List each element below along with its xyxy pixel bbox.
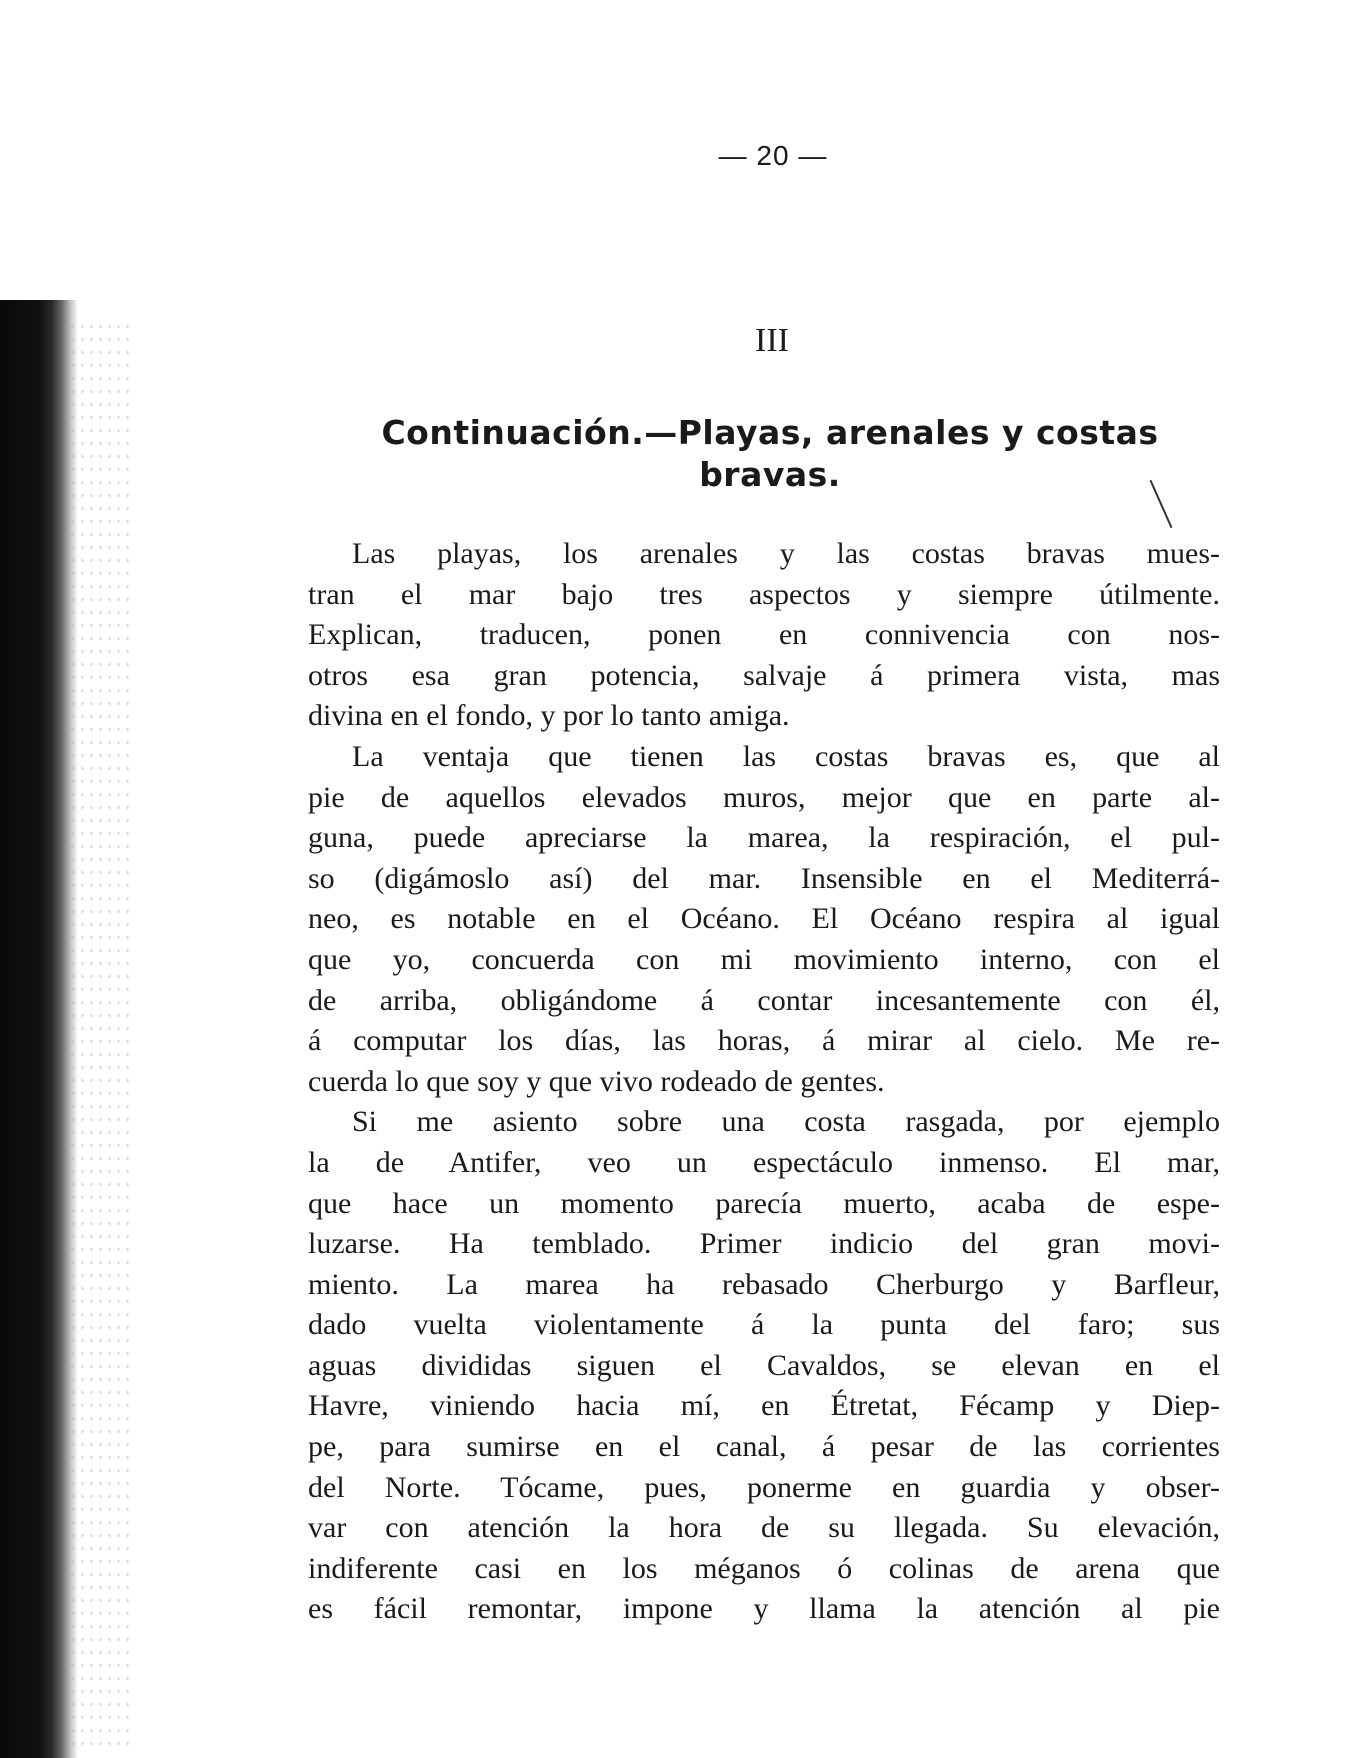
scan-noise: [60, 320, 130, 1750]
text-line: tran el mar bajo tres aspectos y siempre útilmente.: [308, 577, 1220, 611]
text-line: Las playas, los arenales y las costas bravas mues-: [352, 537, 1220, 570]
text-line: so (digámoslo así) del mar. Insensible en el Mediterrá-: [308, 861, 1220, 895]
text-line: La ventaja que tienen las costas bravas es, que al: [352, 739, 1220, 773]
text-line: dado vuelta violentamente á la punta del faro; sus: [308, 1308, 1220, 1342]
text-line: pe, para sumirse en el canal, á pesar de las corrientes: [308, 1430, 1220, 1464]
text-line: divina en el fondo, y por lo tanto amiga.: [308, 699, 790, 733]
chapter-title-line: bravas.: [699, 455, 841, 494]
chapter-title: [320, 412, 1220, 496]
text-line: á computar los días, las horas, á mirar al cielo. Me re-: [308, 1024, 1220, 1058]
page-number: — 20 —: [718, 140, 828, 171]
text-line: aguas divididas siguen el Cavaldos, se elevan en el: [308, 1348, 1220, 1382]
text-line: neo, es notable en el Océano. El Océano respira al igual: [308, 902, 1220, 936]
text-line: pie de aquellos elevados muros, mejor que en parte al-: [308, 780, 1220, 814]
text-line: var con atención la hora de su llegada. Su elevación,: [308, 1511, 1220, 1545]
body-text: [308, 534, 1220, 1630]
text-line: de arriba, obligándome á contar incesantemente con él,: [308, 983, 1220, 1017]
text-line: Si me asiento sobre una costa rasgada, por ejemplo: [352, 1105, 1220, 1139]
text-line: otros esa gran potencia, salvaje á primera vista, mas: [308, 658, 1220, 692]
text-line: miento. La marea ha rebasado Cherburgo y Barfleur,: [308, 1267, 1220, 1301]
text-line: indiferente casi en los méganos ó colinas de arena que: [308, 1551, 1220, 1585]
chapter-number: III: [755, 322, 789, 359]
text-line: guna, puede apreciarse la marea, la respiración, el pul-: [308, 821, 1220, 855]
text-line: Explican, traducen, ponen en connivencia con nos-: [308, 618, 1220, 652]
text-line: luzarse. Ha temblado. Primer indicio del gran movi-: [308, 1227, 1220, 1261]
text-line: que hace un momento parecía muerto, acaba de espe-: [308, 1186, 1220, 1220]
chapter-title-line: Continuación.—Playas, arenales y costas: [381, 413, 1159, 452]
text-line: del Norte. Tócame, pues, ponerme en guardia y obser-: [308, 1470, 1220, 1504]
text-line: es fácil remontar, impone y llama la atención al pie: [308, 1592, 1220, 1626]
text-line: cuerda lo que soy y que vivo rodeado de gentes.: [308, 1064, 885, 1098]
text-line: la de Antifer, veo un espectáculo inmenso. El mar,: [308, 1145, 1220, 1179]
text-line: Havre, viniendo hacia mí, en Étretat, Fécamp y Diep-: [308, 1389, 1220, 1423]
text-line: que yo, concuerda con mi movimiento interno, con el: [308, 942, 1220, 976]
